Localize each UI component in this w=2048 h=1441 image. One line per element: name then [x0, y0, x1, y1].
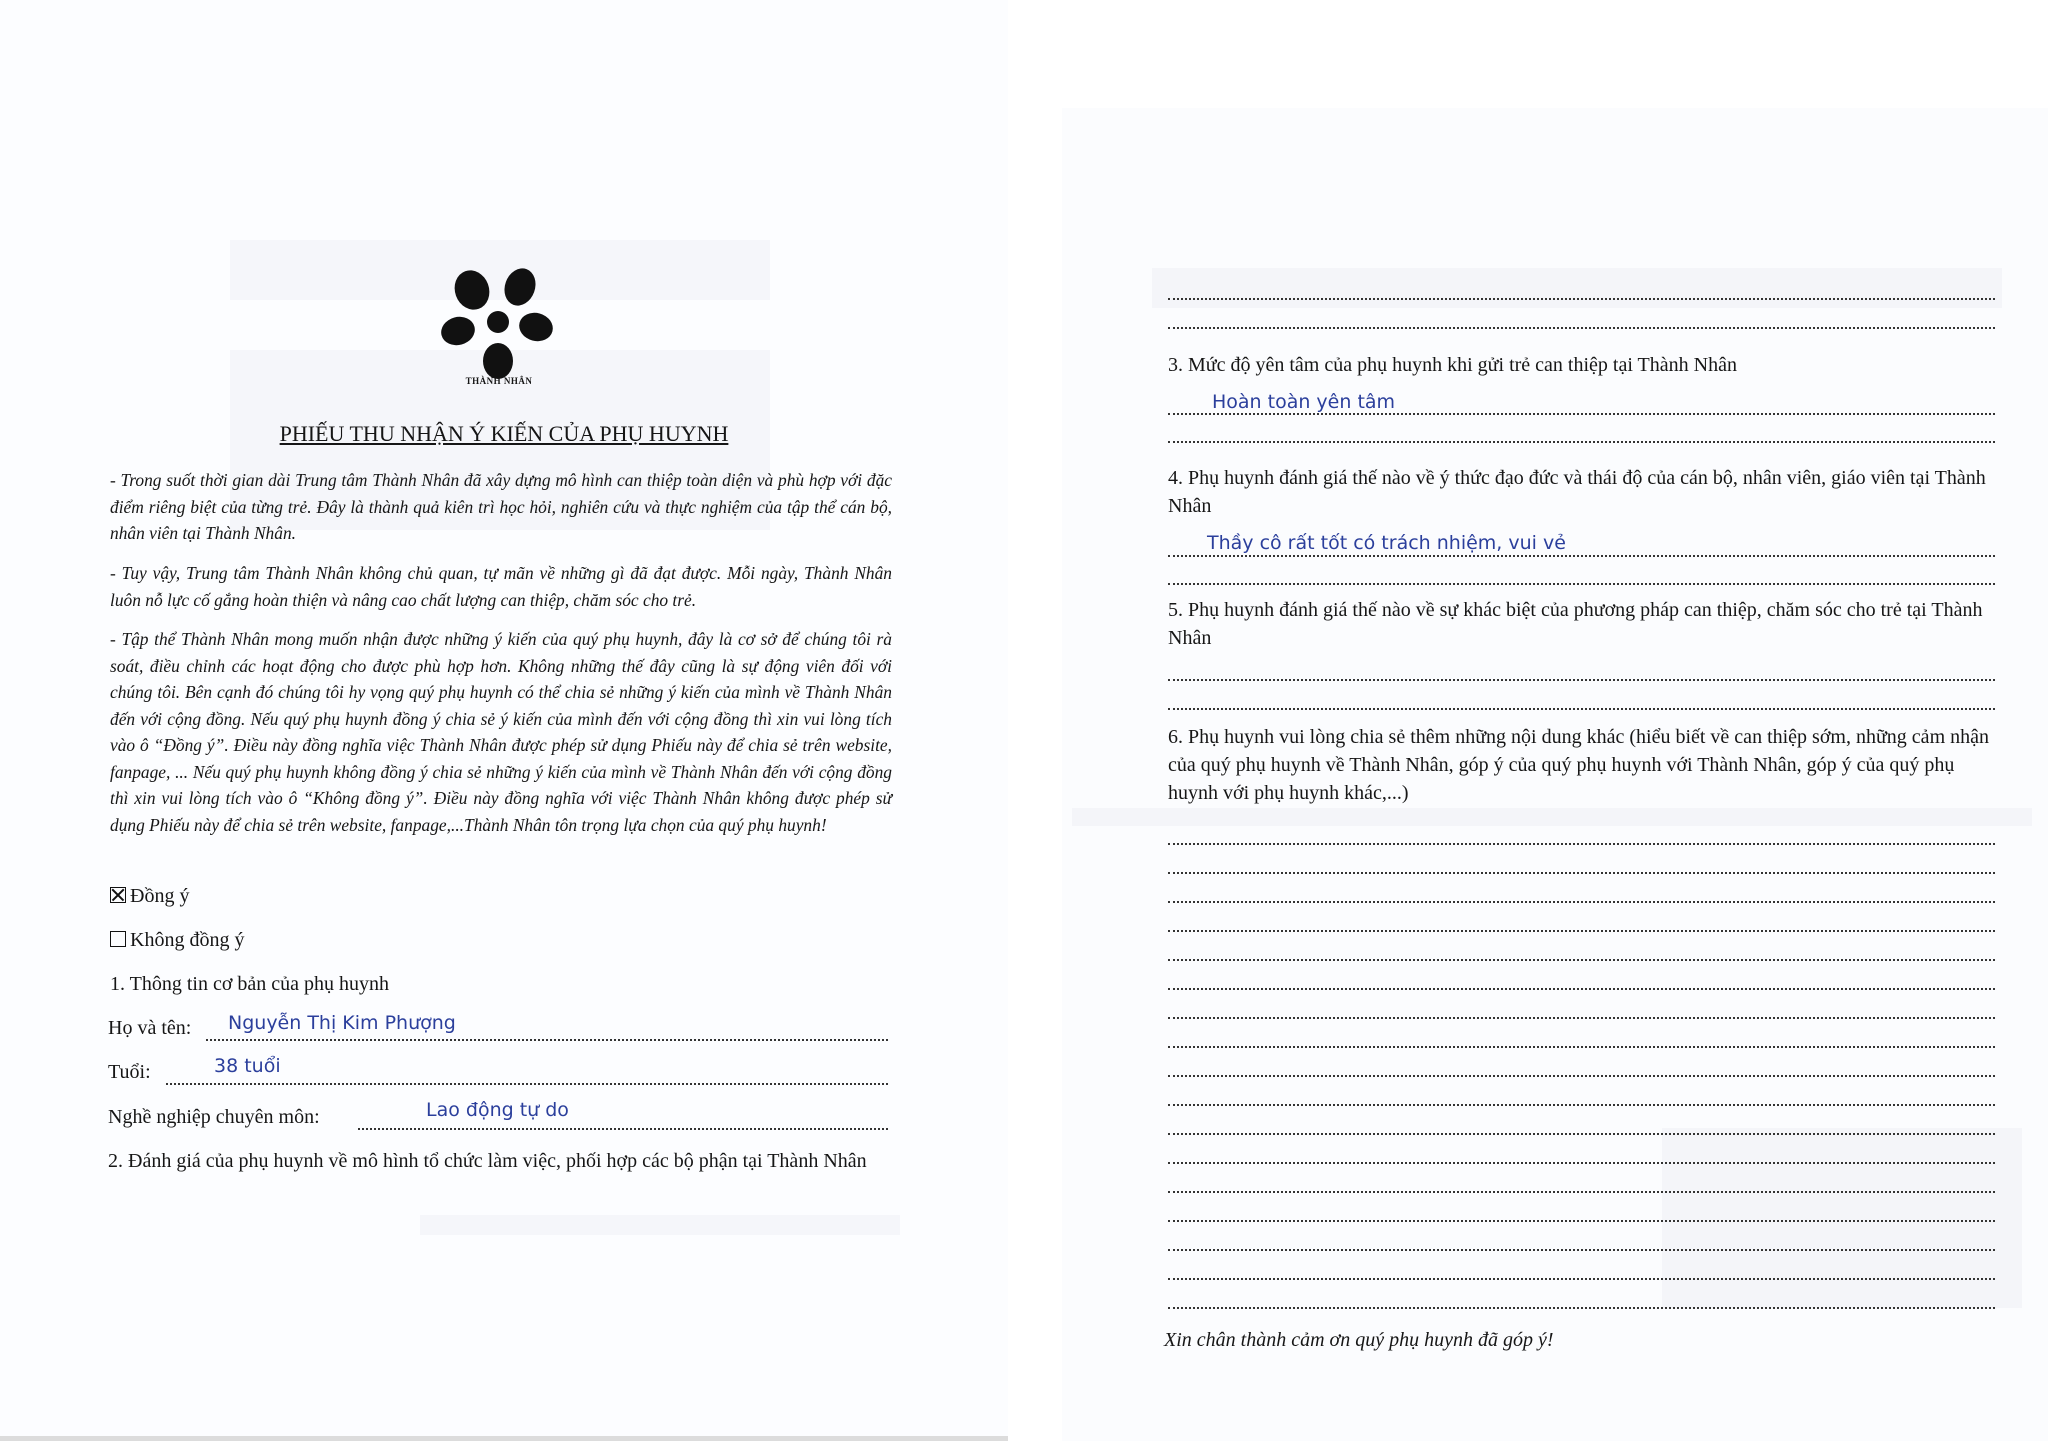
- age-label: Tuổi:: [108, 1061, 151, 1083]
- form-title: PHIẾU THU NHẬN Ý KIẾN CỦA PHỤ HUYNH: [279, 421, 729, 446]
- age-field-line: [166, 1083, 888, 1085]
- disagree-label: Không đồng ý: [130, 929, 245, 951]
- flower-logo-icon: [441, 262, 557, 384]
- closing-note: Xin chân thành cảm ơn quý phụ huynh đã góp ý!: [1164, 1329, 1554, 1351]
- answer-line: [1168, 441, 1995, 443]
- question-6: 6. Phụ huynh vui lòng chia sẻ thêm những nội dung khác (hiểu biết về can thiệp sớm, những cảm nhận của quý phụ huynh về Thành Nhân, góp ý của quý phụ huynh với Thành Nhân, góp ý của quý phụ huynh với phụ huynh khác,...): [1168, 726, 1989, 804]
- intro-paragraph-1: - Trong suốt thời gian dài Trung tâm Thành Nhân đã xây dựng mô hình can thiệp toàn diện và phù hợp với đặc điểm riêng biệt của từng trẻ. Đây là thành quả kiên trì học hỏi, nghiên cứu và thực nghiệm của tập thể cán bộ, nhân viên tại Thành Nhân.: [110, 470, 892, 543]
- bleed-through-text: [420, 1215, 900, 1235]
- answer-line: [1168, 327, 1995, 329]
- question-3: 3. Mức độ yên tâm của phụ huynh khi gửi trẻ can thiệp tại Thành Nhân: [1168, 354, 1737, 376]
- agree-checkbox[interactable]: [110, 887, 126, 903]
- bleed-through-text: [1152, 268, 2002, 308]
- left-page: [0, 0, 1008, 1436]
- answer-line: [1168, 988, 1995, 990]
- answer-line: [1168, 1104, 1995, 1106]
- job-field-value[interactable]: Lao động tự do: [426, 1099, 569, 1121]
- answer-line: [1168, 930, 1995, 932]
- answer-line: [1168, 1278, 1995, 1280]
- question-3-answer[interactable]: Hoàn toàn yên tâm: [1212, 391, 1396, 413]
- answer-line: [1168, 1046, 1995, 1048]
- answer-line: [1168, 298, 1995, 300]
- answer-line: [1168, 1191, 1995, 1193]
- intro-paragraph-3: - Tập thể Thành Nhân mong muốn nhận được những ý kiến của quý phụ huynh, đây là cơ sở để chúng tôi rà soát, điều chỉnh các hoạt động cho được phù hợp hơn. Không những thế đây cũng là sự động viên đối với chúng tôi. Bên cạnh đó chúng tôi hy vọng quý phụ huynh có thể chia sẻ những ý kiến của mình về Thành Nhân đến với cộng đồng. Nếu quý phụ huynh đồng ý chia sẻ ý kiến của mình đến với cộng đồng thì xin vui lòng tích vào ô “Đồng ý”. Điều này đồng nghĩa việc Thành Nhân được phép sử dụng Phiếu này để chia sẻ trên website, fanpage, ... Nếu quý phụ huynh không đồng ý chia sẻ những ý kiến của mình về Thành Nhân đến với cộng đồng thì xin vui lòng tích vào ô “Không đồng ý”. Điều này đồng nghĩa với việc Thành Nhân không được phép sử dụng Phiếu này để chia sẻ trên website, fanpage,...Thành Nhân tôn trọng lựa chọn của quý phụ huynh!: [110, 629, 892, 835]
- name-field-line: [206, 1039, 888, 1041]
- disagree-checkbox[interactable]: [110, 931, 126, 947]
- section1-title: 1. Thông tin cơ bản của phụ huynh: [110, 973, 390, 995]
- answer-line: [1168, 872, 1995, 874]
- answer-line: [1168, 901, 1995, 903]
- answer-line: [1168, 413, 1995, 415]
- question-4-answer[interactable]: Thầy cô rất tốt có trách nhiệm, vui vẻ: [1207, 532, 1566, 554]
- consent-agree-option[interactable]: [110, 882, 189, 910]
- question-5: 5. Phụ huynh đánh giá thế nào về sự khác biệt của phương pháp can thiệp, chăm sóc cho trẻ tại Thành Nhân: [1168, 599, 1983, 649]
- question-4: 4. Phụ huynh đánh giá thế nào về ý thức đạo đức và thái độ của cán bộ, nhân viên, giáo viên tại Thành Nhân: [1168, 467, 1986, 517]
- right-page: [1062, 108, 2048, 1441]
- intro-paragraph-2: - Tuy vậy, Trung tâm Thành Nhân không chủ quan, tự mãn về những gì đã đạt được. Mỗi ngày, Thành Nhân luôn nỗ lực cố gắng hoàn thiện và nâng cao chất lượng can thiệp, chăm sóc cho trẻ.: [110, 563, 892, 610]
- age-field-value[interactable]: 38 tuổi: [214, 1055, 281, 1077]
- answer-line: [1168, 843, 1995, 845]
- job-field-line: [358, 1128, 888, 1130]
- answer-line: [1168, 1075, 1995, 1077]
- answer-line: [1168, 555, 1995, 557]
- bleed-through-text: [1072, 808, 2032, 826]
- answer-line: [1168, 1249, 1995, 1251]
- answer-line: [1168, 1220, 1995, 1222]
- answer-line: [1168, 1133, 1995, 1135]
- consent-disagree-option[interactable]: [110, 926, 244, 954]
- bleed-through-text: [1662, 1128, 2022, 1308]
- answer-line: [1168, 1017, 1995, 1019]
- logo-text: THÀNH NHÂN: [465, 376, 533, 386]
- answer-line: [1168, 583, 1995, 585]
- section2-title: 2. Đánh giá của phụ huynh về mô hình tổ chức làm việc, phối hợp các bộ phận tại Thành Nhân: [108, 1150, 867, 1172]
- answer-line: [1168, 679, 1995, 681]
- name-label: Họ và tên:: [108, 1017, 192, 1039]
- agree-label: Đồng ý: [130, 885, 190, 907]
- name-field-value[interactable]: Nguyễn Thị Kim Phượng: [228, 1012, 456, 1034]
- job-label: Nghề nghiệp chuyên môn:: [108, 1106, 320, 1128]
- answer-line: [1168, 1307, 1995, 1309]
- answer-line: [1168, 708, 1995, 710]
- answer-line: [1168, 959, 1995, 961]
- answer-line: [1168, 1162, 1995, 1164]
